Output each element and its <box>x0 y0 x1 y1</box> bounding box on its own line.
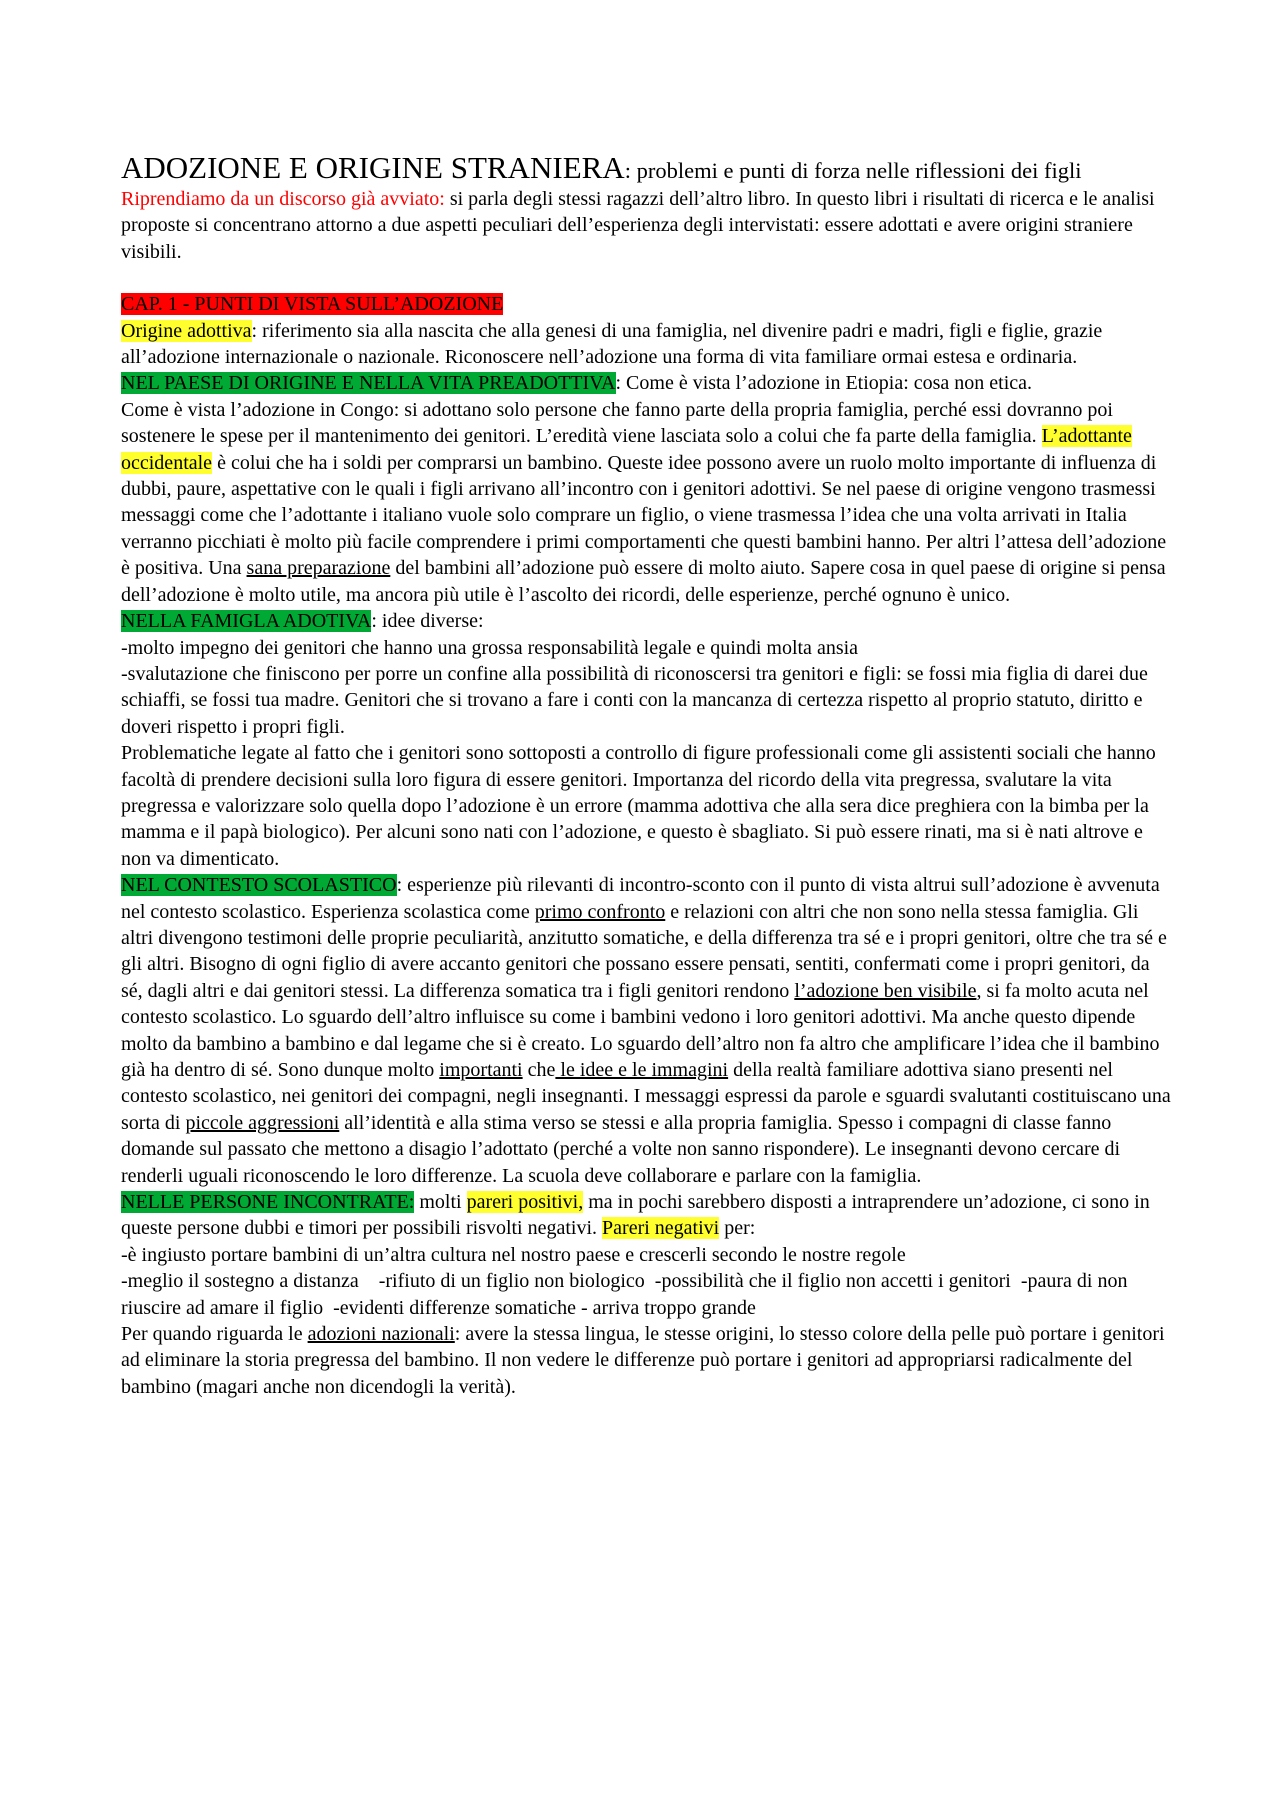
spacer <box>121 265 1171 291</box>
scuola-underline-2: l’adozione ben visibile <box>794 979 977 1002</box>
title-separator: : <box>624 158 637 183</box>
nazionali-text-a: Per quando riguarda le <box>121 1323 308 1346</box>
scuola-underline-3: importanti <box>439 1059 523 1081</box>
persone-text-c: per: <box>719 1217 756 1240</box>
scuola-text-f: all’identità e alla stima verso se stessi e alla propria famiglia. Spesso i compagni di classe fanno domande sul passato che mettono a disagio l’adottato (perché a volte non sanno rispondere). Le insegnanti devono cercare di renderli uguali riconoscendo le loro differenze. La scuola deve collaborare e parlare con la famiglia. <box>121 1111 1121 1187</box>
scuola-paragraph <box>121 872 1171 1189</box>
origine-highlight: Origine adottiva <box>121 319 252 342</box>
persone-heading: NELLE PERSONE INCONTRATE: <box>121 1191 415 1214</box>
scuola-text-d: che <box>522 1059 556 1081</box>
congo-text-c: del bambini all’adozione può essere di molto aiuto. Sapere cosa in quel paese di origine si pensa dell’adozione è molto utile, ma ancora più utile è l’ascolto dei ricordi, delle esperienze, perché ognuno è unico. <box>121 557 1166 606</box>
scuola-text-c: , si fa molto acuta nel contesto scolastico. Lo sguardo dell’altro influisce su come i bambini vedono i loro genitori adottivi. Ma anche questo dipende molto da bambino a bambino e dal legame che si è creato. Lo sguardo dell’altro non fa altro che amplificare l’idea che il bambino già ha dentro di sé. Sono dunque molto <box>121 979 1160 1081</box>
congo-paragraph <box>121 397 1171 608</box>
persone-text-a: molti <box>414 1191 467 1214</box>
nazionali-underline: adozioni nazionali <box>307 1323 455 1346</box>
document-title <box>121 150 1171 186</box>
persone-highlight-1: pareri positivi, <box>466 1191 584 1214</box>
persone-line-2: -meglio il sostegno a distanza -rifiuto di un figlio non biologico -possibilità che il figlio non accetti i genitori -paura di non riuscire ad amare il figlio -evidenti differenze somatiche - arriva troppo grande <box>121 1270 1133 1319</box>
chapter-heading: CAP. 1 - PUNTI DI VISTA SULL’ADOZIONE <box>121 293 504 316</box>
congo-text-a: Come è vista l’adozione in Congo: si adottano solo persone che fanno parte della propria famiglia, perché essi dovranno poi sostenere le spese per il mantenimento dei genitori. L’eredità viene lasciata solo a colui che fa parte della famiglia. <box>121 398 1113 448</box>
intro-paragraph <box>121 186 1171 265</box>
intro-red-text: Riprendiamo da un discorso già avviato: <box>121 188 445 210</box>
persone-text-b: ma in pochi sarebbero disposti a intraprendere un’adozione, ci sono in queste persone dubbi e timori per possibili risvolti negativi. <box>121 1191 1150 1240</box>
famiglia-line-3: Problematiche legate al fatto che i genitori sono sottoposti a controllo di figure professionali come gli assistenti sociali che hanno facoltà di prendere decisioni sulla loro figura di essere genitori. Importanza del ricordo della vita pregressa, svalutare la vita pregressa e valorizzare solo quella dopo l’adozione è un errore (mamma adottiva che alla sera dice preghiera con la bimba per la mamma e il papà biologico). Per alcuni sono nati con l’adozione, e questo è sbagliato. Si può essere rinati, ma si è nati altrove e non va dimenticato. <box>121 742 1156 870</box>
congo-underline: sana preparazione <box>246 557 391 580</box>
paese-heading: NEL PAESE DI ORIGINE E NELLA VITA PREADOTTIVA <box>121 372 616 395</box>
scuola-underline-4: le idee e le immagini <box>555 1059 729 1081</box>
famiglia-text: : idee diverse: <box>371 610 484 633</box>
nazionali-text-b: : avere la stessa lingua, le stesse origini, lo stesso colore della pelle può portare i genitori ad eliminare la storia pregressa del bambino. Il non vedere le differenze può portare i genitori ad appropriarsi radicalmente del bambino (magari anche non dicendogli la verità). <box>121 1323 1165 1398</box>
nazionali-paragraph <box>121 1321 1171 1400</box>
chapter-heading-line <box>121 291 1171 317</box>
scuola-underline-1: primo confronto <box>534 900 666 923</box>
congo-highlight: L’adottante occidentale <box>121 425 1132 474</box>
persone-highlight-2: Pareri negativi <box>602 1217 720 1240</box>
scuola-heading: NEL CONTESTO SCOLASTICO <box>121 874 397 897</box>
origine-text: : riferimento sia alla nascita che alla genesi di una famiglia, nel divenire padri e madri, figli e figlie, grazie all’adozione internazionale o nazionale. Riconoscere nell’adozione una forma di vita familiare ormai estesa e ordinaria. <box>121 319 1103 369</box>
congo-text-b: è colui che ha i soldi per comprarsi un bambino. Queste idee possono avere un ruolo molto importante di influenza di dubbi, paure, aspettative con le quali i figli arrivano all’incontro con i genitori adottivi. Se nel paese di origine vengono trasmessi messaggi come che l’adottante i italiano vuole solo comprare un figlio, o viene trasmessa l’idea che una volta arrivati in Italia verranno picchiati è molto più facile comprendere i primi comportamenti che questi bambini hanno. Per altri l’attesa dell’adozione è positiva. Una <box>121 451 1167 580</box>
paese-paragraph <box>121 370 1171 396</box>
title-subtitle: problemi e punti di forza nelle riflessioni dei figli <box>636 158 1082 183</box>
famiglia-heading: NELLA FAMIGLA ADOTIVA <box>121 610 372 633</box>
scuola-text-b: e relazioni con altri che non sono nella stessa famiglia. Gli altri divengono testimoni delle proprie peculiarità, anzitutto somatiche, e della differenza tra sé e i propri genitori, oltre che tra sé e gli altri. Bisogno di ogni figlio di avere accanto genitori che possano essere pensati, sentiti, confermati come i propri genitori, da sé, dagli altri e dai genitori stessi. La differenza somatica tra i figli genitori rendono <box>121 900 1167 1002</box>
scuola-text-a: : esperienze più rilevanti di incontro-sconto con il punto di vista altrui sull’adozione è avvenuta nel contesto scolastico. Esperienza scolastica come <box>121 874 1160 923</box>
famiglia-line-2: -svalutazione che finiscono per porre un confine alla possibilità di riconoscersi tra genitori e figli: se fossi mia figlia di darei due schiaffi, se fossi tua madre. Genitori che si trovano a fare i conti con la mancanza di certezza rispetto al proprio statuto, diritto e doveri rispetto i propri figli. <box>121 662 1148 738</box>
scuola-underline-5: piccole aggressioni <box>185 1111 340 1134</box>
document-page <box>121 150 1171 1400</box>
intro-text: si parla degli stessi ragazzi dell’altro libro. In questo libri i risultati di ricerca e le analisi proposte si concentrano attorno a due aspetti peculiari dell’esperienza degli intervistati: essere adottati e avere origini straniere visibili. <box>121 188 1155 263</box>
origine-paragraph <box>121 318 1171 371</box>
persone-paragraph <box>121 1189 1171 1242</box>
famiglia-heading-line <box>121 608 1171 634</box>
title-main: ADOZIONE E ORIGINE STRANIERA <box>121 150 625 185</box>
paese-text: : Come è vista l’adozione in Etiopia: cosa non etica. <box>615 372 1033 395</box>
scuola-text-e: della realtà familiare adottiva siano presenti nel contesto scolastico, nei genitori dei compagni, negli insegnanti. I messaggi espressi da parole e sguardi svalutanti costituiscano una sorta di <box>121 1059 1171 1134</box>
persone-line-1: -è ingiusto portare bambini di un’altra cultura nel nostro paese e crescerli secondo le nostre regole <box>121 1243 906 1266</box>
famiglia-line-1: -molto impegno dei genitori che hanno una grossa responsabilità legale e quindi molta ansia <box>121 636 859 659</box>
